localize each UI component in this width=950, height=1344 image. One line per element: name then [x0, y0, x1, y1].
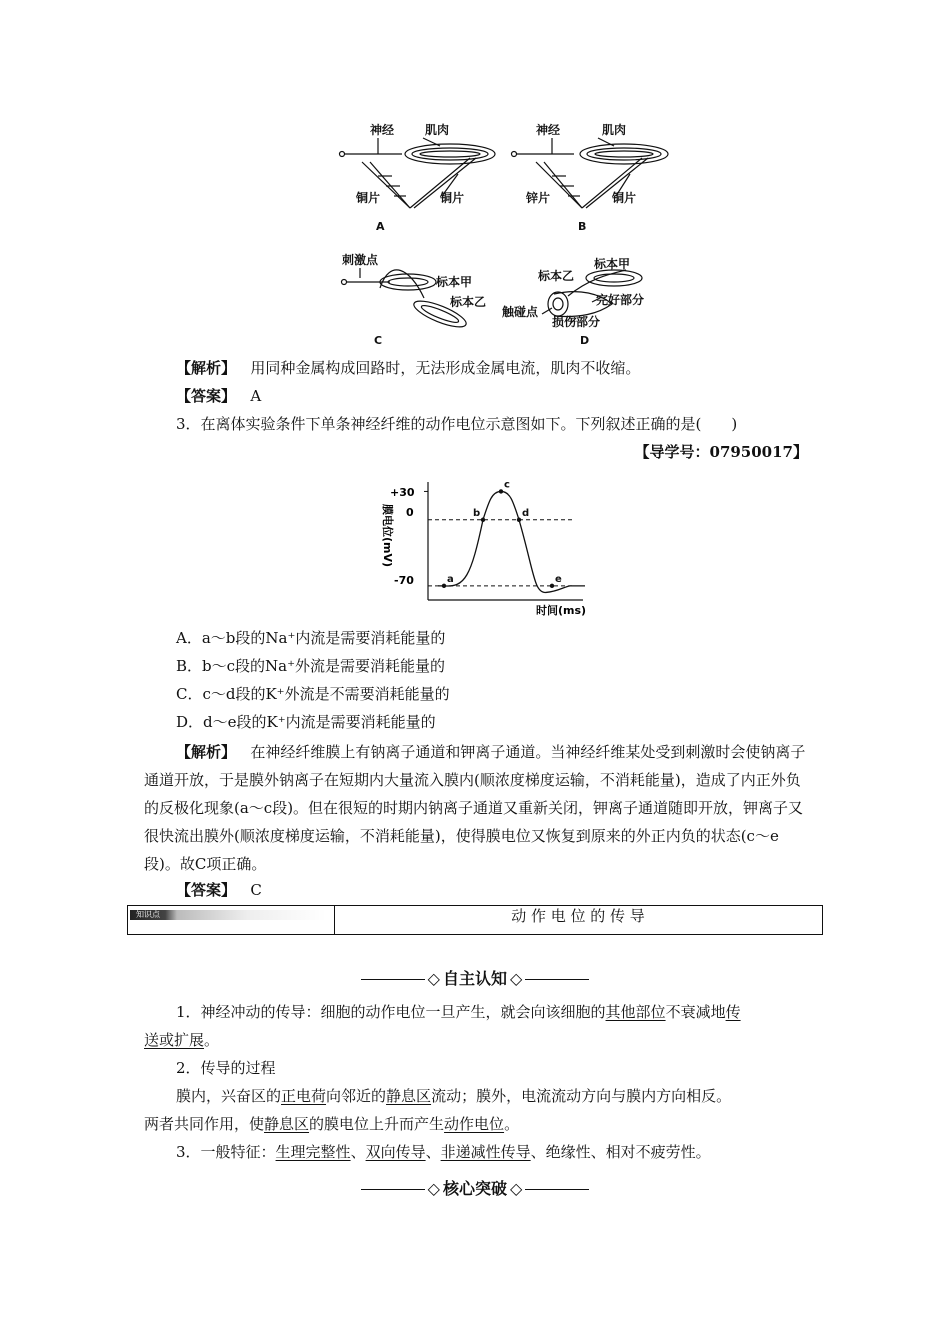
text: 不衰减地 — [665, 1003, 726, 1021]
self-study-p1-line2 — [144, 1030, 219, 1050]
curve-point-label-d: d — [522, 507, 530, 519]
curve-point-a — [442, 584, 446, 588]
panel-b-nerve-label: 神经 — [536, 123, 561, 137]
q3-analysis-text: 在神经纤维膜上有钠离子通道和钾离子通道。当神经纤维某处受到刺激时会使钠离子通道开放，于是膜外钠离子在短期内大量流入膜内(顺浓度梯度运输，不消耗能量)，造成了内正外负的反极化现象(a～c段)。但在很短的时期内钠离子通道又重新关闭，钾离子通道随即开放，钾离子又很快流出膜外(顺浓度梯度运输，不消耗能量)，使得膜电位又恢复到原来的外正内负的状态(c～e段)。故C项正确。 — [144, 743, 806, 873]
self-study-p4 — [144, 1114, 519, 1134]
underlined-term: 静息区 — [264, 1115, 310, 1133]
curve-point-b — [481, 518, 485, 522]
ytick-minus70: -70 — [394, 574, 414, 587]
text: 、 — [350, 1143, 366, 1161]
underlined-term: 传 — [725, 1003, 741, 1021]
knowledge-point-banner — [130, 910, 326, 920]
text: 3．一般特征： — [176, 1143, 276, 1161]
text: 的膜电位上升而产生 — [309, 1115, 445, 1133]
knowledge-point-tag: 知识点 — [136, 910, 160, 919]
text: 两者共同作用，使 — [144, 1115, 265, 1133]
panel-d-damaged-label: 损伤部分 — [552, 315, 601, 329]
q3-answer-value: C — [250, 881, 262, 899]
nerve-muscle-figure — [330, 118, 670, 354]
chart-xlabel: 时间(ms) — [536, 604, 587, 617]
text: 流动；膜外，电流流动方向与膜内方向相反。 — [431, 1087, 732, 1105]
underlined-term: 正电荷 — [281, 1087, 327, 1105]
panel-d-caption: D — [580, 334, 590, 347]
underlined-term: 其他部位 — [605, 1003, 666, 1021]
panel-a-caption: A — [376, 220, 385, 233]
panel-d-intact-label: 完好部分 — [596, 293, 645, 307]
q3-analysis-tag: 【解析】 — [176, 743, 237, 761]
self-study-p1-line1 — [176, 1002, 741, 1022]
q3-answer — [176, 880, 262, 900]
knowledge-point-title: 动 作 电 位 的 传 导 — [511, 907, 645, 925]
curve-point-label-b: b — [473, 507, 481, 519]
action-potential-curve — [438, 491, 585, 592]
panel-a-nerve-label: 神经 — [370, 123, 395, 137]
panel-a-muscle-label: 肌肉 — [425, 123, 450, 137]
section-heading-self-study — [0, 966, 950, 989]
underlined-term: 双向传导 — [365, 1143, 426, 1161]
q3-option-c: C．c～d段的K⁺外流是不需要消耗能量的 — [176, 685, 450, 703]
self-study-p2: 2．传导的过程 — [176, 1059, 276, 1077]
q3-option-a: A．a～b段的Na⁺内流是需要消耗能量的 — [176, 629, 446, 647]
q2-answer — [176, 386, 261, 406]
diamond-icon: ◇ — [427, 1179, 440, 1198]
text: 、 — [425, 1143, 441, 1161]
text: 、绝缘性、相对不疲劳性。 — [530, 1143, 711, 1161]
diamond-icon: ◇ — [427, 969, 440, 988]
text: 向邻近的 — [326, 1087, 387, 1105]
q3-analysis — [144, 738, 810, 878]
q3-guide-number: 【导学号：07950017】 — [634, 443, 808, 461]
underlined-term: 送或扩展 — [144, 1031, 205, 1049]
q3-option-b: B．b～c段的Na⁺外流是需要消耗能量的 — [176, 657, 446, 675]
ytick-zero: 0 — [406, 506, 414, 519]
curve-point-label-a: a — [447, 573, 454, 585]
curve-point-label-e: e — [555, 573, 562, 585]
diamond-icon: ◇ — [510, 1179, 523, 1198]
panel-b-right-plate-label: 铜片 — [612, 191, 637, 205]
panel-b-left-plate-label: 锌片 — [526, 191, 551, 205]
curve-point-e — [550, 584, 554, 588]
text: 。 — [204, 1031, 220, 1049]
underlined-term: 非递减性传导 — [440, 1143, 531, 1161]
curve-point-label-c: c — [504, 479, 510, 491]
panel-c-stim-label: 刺激点 — [342, 253, 379, 267]
curve-point-d — [517, 518, 521, 522]
panel-c-sample-a-label: 标本甲 — [436, 275, 473, 289]
text: 。 — [504, 1115, 520, 1133]
section-title-self-study: 自主认知 — [442, 969, 507, 988]
q2-answer-value: A — [250, 387, 262, 405]
diamond-icon: ◇ — [510, 969, 523, 988]
section-heading-core — [0, 1176, 950, 1199]
panel-c-sample-b-label: 标本乙 — [450, 295, 487, 309]
panel-c-caption: C — [374, 334, 383, 347]
q3-stem: 3．在离体实验条件下单条神经纤维的动作电位示意图如下。下列叙述正确的是( ) — [176, 415, 738, 433]
panel-b-muscle-label: 肌肉 — [602, 123, 627, 137]
section-title-core: 核心突破 — [442, 1179, 507, 1198]
chart-ylabel: 膜电位(mV) — [381, 504, 394, 568]
q2-answer-tag: 【答案】 — [176, 387, 237, 405]
panel-b-caption: B — [578, 220, 587, 233]
self-study-p5 — [176, 1142, 711, 1162]
action-potential-chart — [368, 474, 598, 622]
knowledge-point-bar — [127, 905, 823, 935]
q3-answer-tag: 【答案】 — [176, 881, 237, 899]
panel-d-sample-b-label: 标本乙 — [538, 269, 575, 283]
q3-option-d: D．d～e段的K⁺内流是需要消耗能量的 — [176, 713, 436, 731]
q2-analysis-tag: 【解析】 — [176, 359, 237, 377]
curve-point-c — [499, 489, 503, 493]
panel-d-sample-a-label: 标本甲 — [594, 257, 631, 271]
panel-a-left-plate-label: 铜片 — [356, 191, 381, 205]
text: 1．神经冲动的传导：细胞的动作电位一旦产生，就会向该细胞的 — [176, 1003, 606, 1021]
underlined-term: 动作电位 — [444, 1115, 505, 1133]
knowledge-point-tag-cell — [128, 906, 335, 934]
panel-d-touch-label: 触碰点 — [502, 305, 539, 319]
text: 膜内，兴奋区的 — [176, 1087, 282, 1105]
underlined-term: 生理完整性 — [275, 1143, 351, 1161]
ytick-plus30: +30 — [390, 486, 415, 499]
panel-a-right-plate-label: 铜片 — [440, 191, 465, 205]
q2-analysis — [176, 358, 640, 378]
self-study-p3 — [176, 1086, 731, 1106]
underlined-term: 静息区 — [386, 1087, 432, 1105]
q2-analysis-text: 用同种金属构成回路时，无法形成金属电流，肌肉不收缩。 — [250, 359, 641, 377]
